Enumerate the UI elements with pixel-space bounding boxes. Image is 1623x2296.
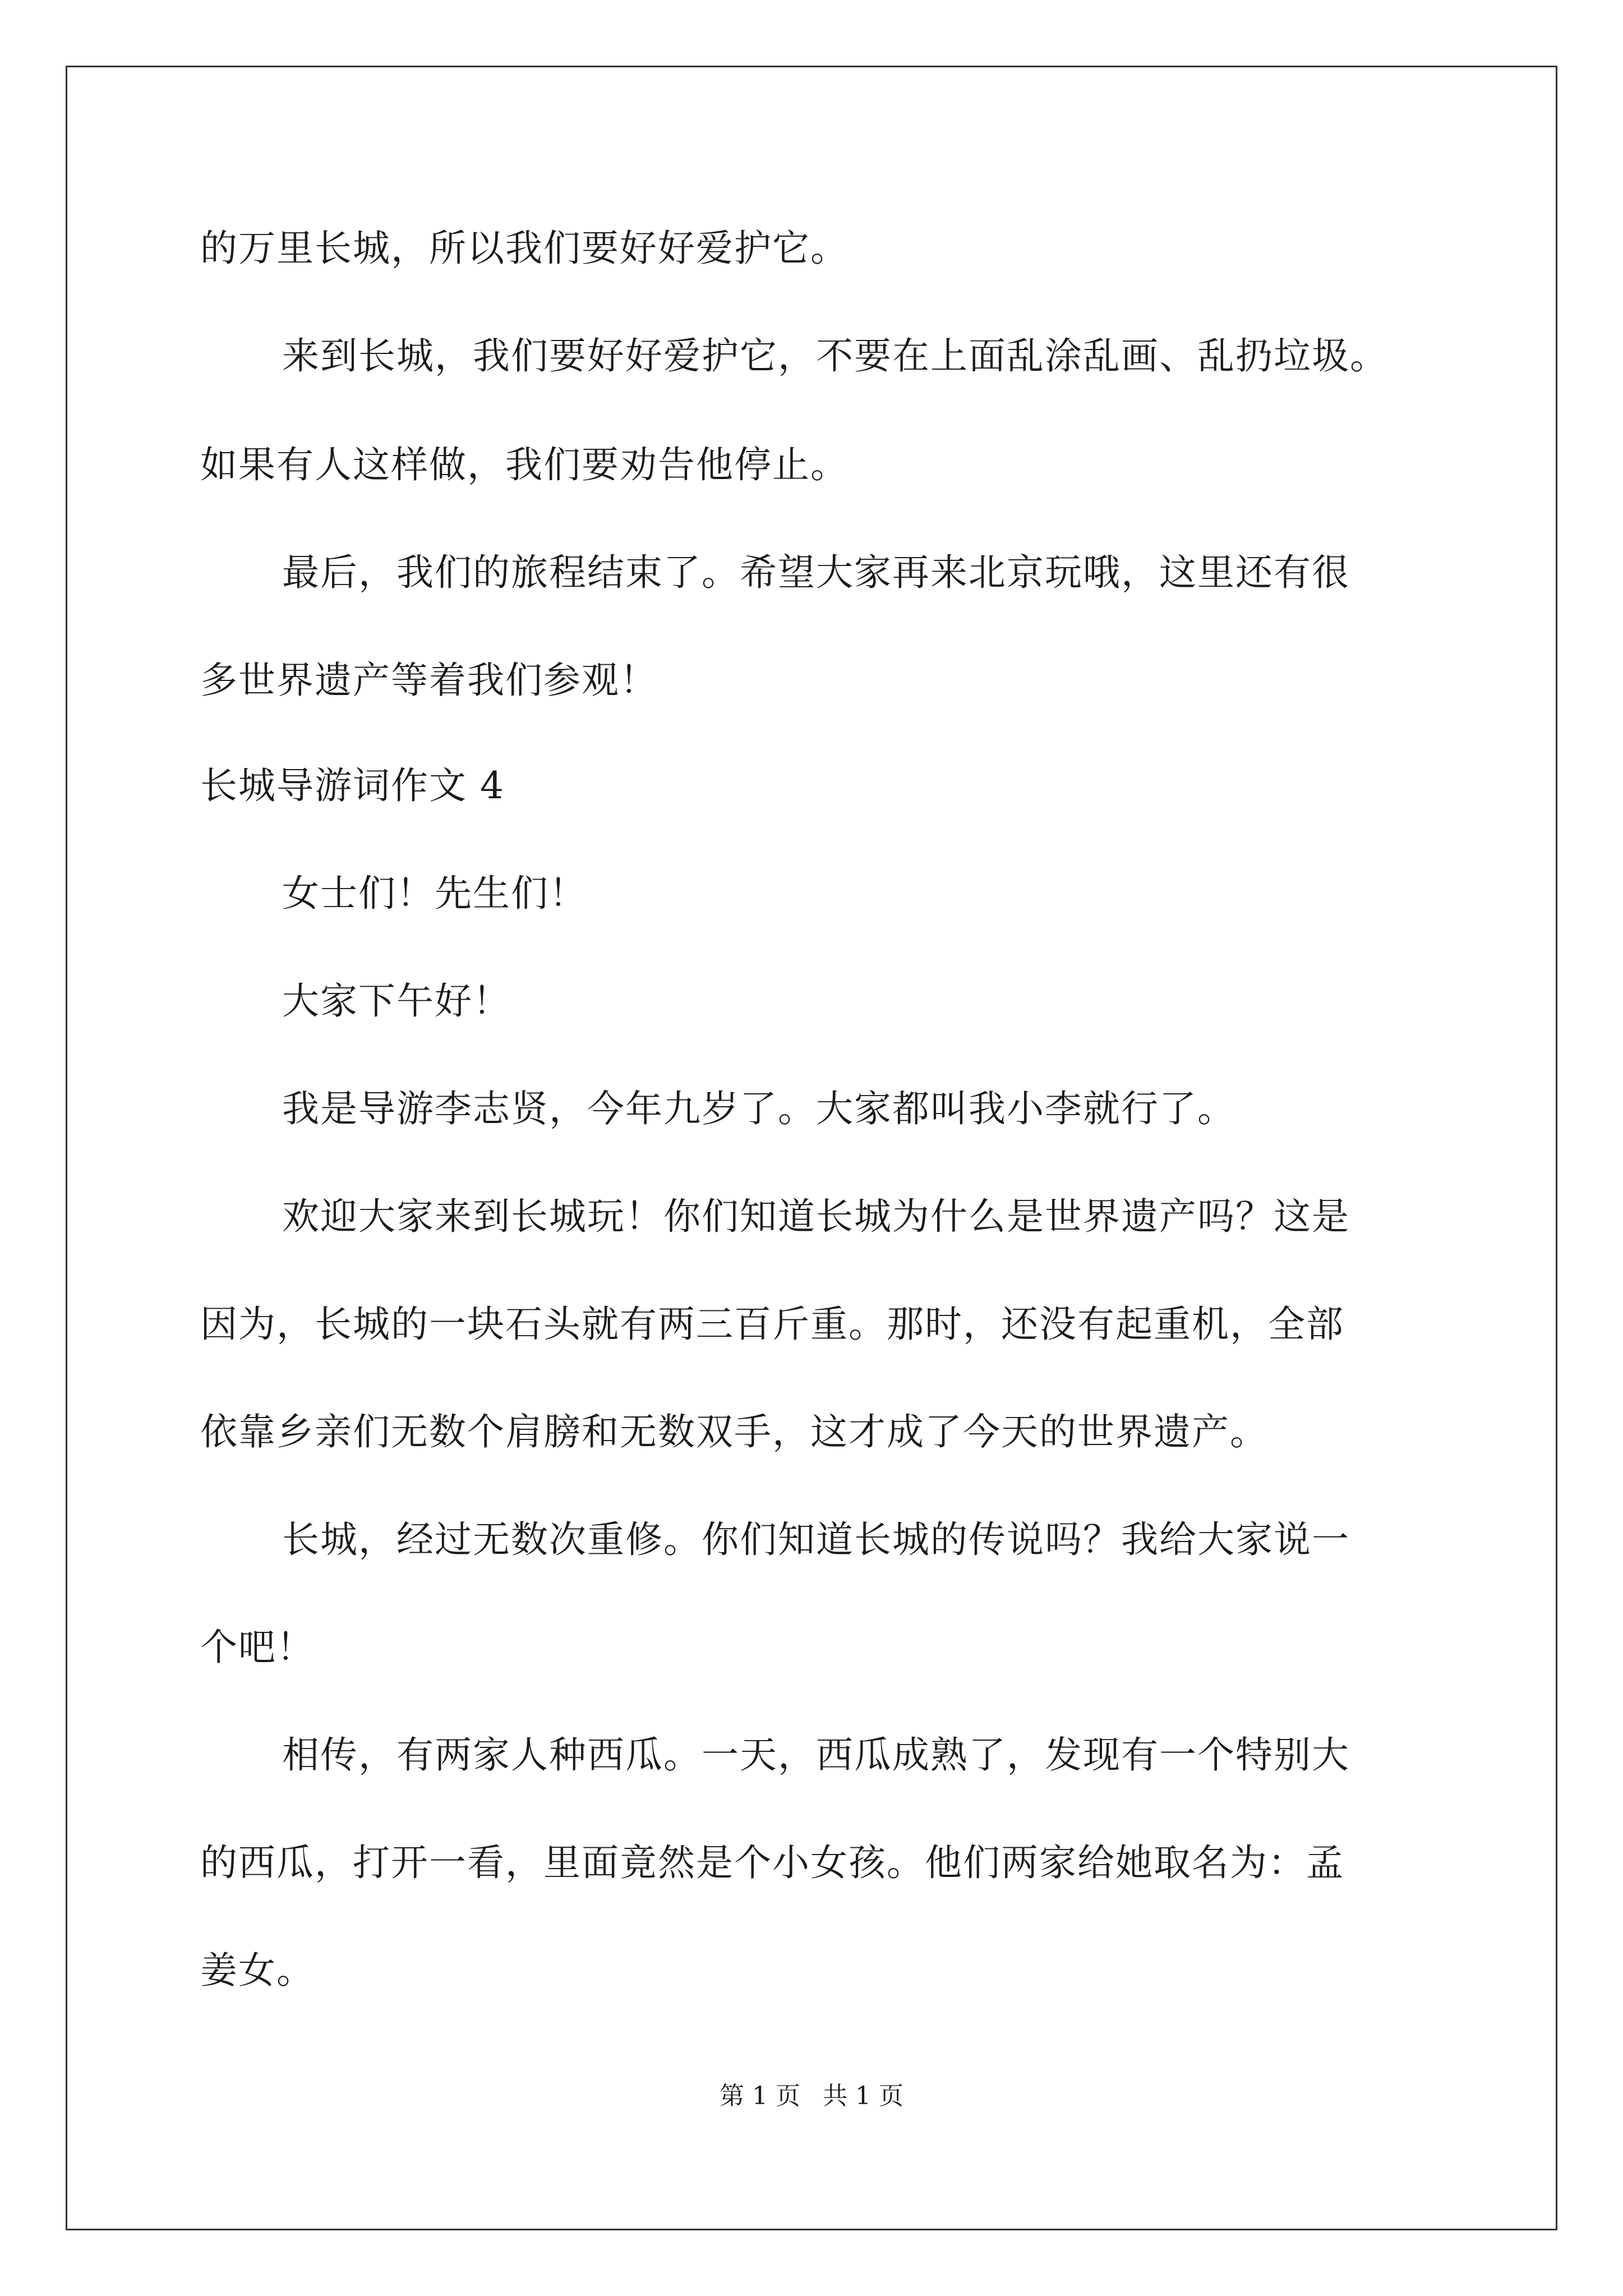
text-line: 来到长城，我们要好好爱护它，不要在上面乱涂乱画、乱扔垃圾。 <box>282 334 1388 378</box>
text-line: 的万里长城，所以我们要好好爱护它。 <box>200 227 849 270</box>
text-line: 长城，经过无数次重修。你们知道长城的传说吗？我给大家说一 <box>282 1518 1350 1561</box>
text-line: 欢迎大家来到长城玩！你们知道长城为什么是世界遗产吗？这是 <box>282 1195 1350 1238</box>
page-number: 第 1 页 <box>720 2082 800 2110</box>
text-line: 多世界遗产等着我们参观！ <box>200 659 658 702</box>
text-line: 大家下午好！ <box>282 979 511 1023</box>
text-line: 女士们！先生们！ <box>282 872 587 915</box>
text-line: 姜女。 <box>200 1949 315 1992</box>
text-line: 个吧！ <box>200 1626 315 1669</box>
page-total: 共 1 页 <box>823 2082 903 2110</box>
section-heading: 长城导游词作文 4 <box>200 764 505 807</box>
text-line: 依靠乡亲们无数个肩膀和无数双手，这才成了今天的世界遗产。 <box>200 1410 1268 1453</box>
text-line: 最后，我们的旅程结束了。希望大家再来北京玩哦，这里还有很 <box>282 551 1350 594</box>
text-line: 的西瓜，打开一看，里面竟然是个小女孩。他们两家给她取名为：孟 <box>200 1841 1344 1884</box>
page-footer <box>0 2079 1623 2113</box>
text-line: 如果有人这样做，我们要劝告他停止。 <box>200 443 849 486</box>
text-line: 我是导游李志贤，今年九岁了。大家都叫我小李就行了。 <box>282 1087 1235 1130</box>
text-line: 相传，有两家人种西瓜。一天，西瓜成熟了，发现有一个特别大 <box>282 1733 1350 1777</box>
page-border <box>66 66 1557 2230</box>
text-line: 因为，长城的一块石头就有两三百斤重。那时，还没有起重机，全部 <box>200 1303 1344 1346</box>
